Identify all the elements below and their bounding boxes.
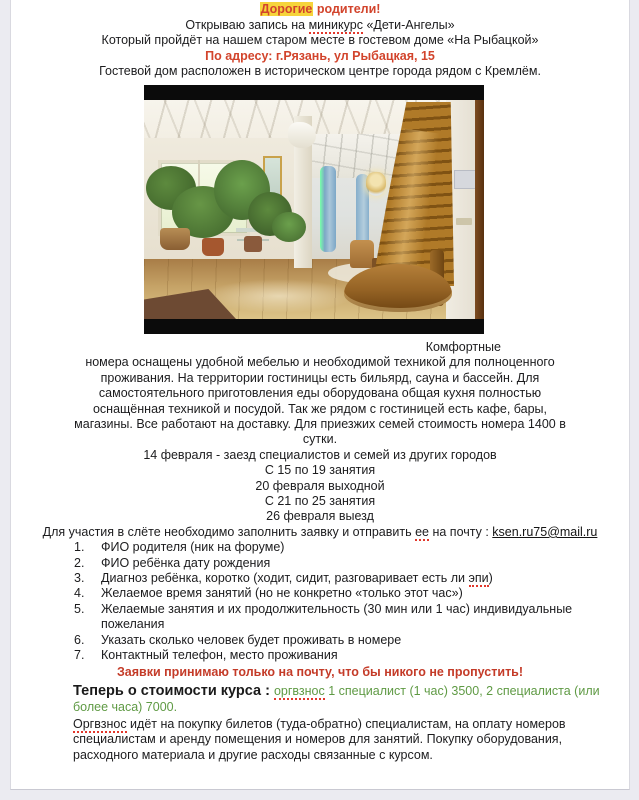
address-line: По адресу: г.Рязань, ул Рыбацкая, 15 — [205, 48, 435, 63]
photo-canvas — [144, 100, 484, 319]
pricing-heading: Теперь о стоимости курса : — [73, 682, 274, 699]
accommodation-first-word: Комфортные — [425, 339, 501, 354]
spellcheck-word: миникурс — [308, 17, 363, 32]
schedule-line: 20 февраля выходной — [255, 478, 385, 493]
intro-line-3: Гостевой дом расположен в историческом центре города рядом с Кремлём. — [99, 64, 541, 79]
list-item-number: 1. — [74, 540, 85, 555]
list-item-number: 5. — [74, 601, 85, 616]
photo-plant-pot — [202, 238, 224, 256]
schedule-line: 14 февраля - заезд специалистов и семей из других городов — [143, 447, 497, 462]
pricing-details: 1 специалист (1 час) 3500, 2 специалиста (или более часа) 7000. — [73, 683, 600, 715]
photo-plant-pot — [244, 236, 262, 252]
photo-plant-pot — [160, 228, 190, 250]
photo-plant — [272, 212, 306, 242]
photo-light-switch — [456, 218, 472, 225]
photo-armchair — [350, 240, 374, 268]
greeting-highlighted-word: Дорогие — [260, 2, 313, 16]
list-item-text: Диагноз ребёнка, коротко (ходит, сидит, разговаривает есть ли эпи) — [101, 571, 493, 586]
list-item-number: 2. — [74, 555, 85, 570]
spellcheck-word: ее — [415, 524, 429, 539]
list-item-number: 3. — [74, 571, 85, 586]
photo-floor-glare — [204, 279, 354, 313]
list-item-text: Указать сколько человек будет проживать в номере — [101, 632, 402, 647]
list-item — [73, 602, 605, 633]
list-item-text: ФИО родителя (ник на форуме) — [101, 540, 285, 555]
list-item-text: ФИО ребёнка дату рождения — [101, 555, 271, 570]
intro-line-2: Который пройдёт на нашем старом месте в гостевом доме «На Рыбацкой» — [101, 33, 539, 48]
list-item — [73, 540, 605, 555]
schedule-line: С 21 по 25 занятия — [264, 494, 376, 509]
schedule-line: 26 февраля выезд — [266, 509, 374, 524]
list-item-text: Желаемые занятия и их продолжительность (30 мин или 1 час) индивидуальные пожелания — [101, 601, 573, 632]
list-item — [73, 556, 605, 571]
pricing-paragraph — [11, 683, 629, 716]
list-item-number: 6. — [74, 632, 85, 647]
photo-pillar-capital — [288, 122, 316, 148]
photo-door-frame — [475, 100, 484, 319]
accommodation-paragraph: номера оснащены удобной мебелью и необходимой техникой для полноценного проживания. На территории гостиницы есть бильярд, сауна и бассейн. Для самостоятельного приготовления еды оборудована общая кухня полностью оснащённая техникой и посудой. Так же рядом с гостиницей есть кафе, бары, магазины. Все работают на доставку. Для приезжих семей стоимость номера 1400 в сутки. — [74, 355, 566, 447]
photo-blue-curtain — [320, 166, 336, 252]
document-page — [10, 0, 630, 790]
list-item — [73, 571, 605, 586]
schedule-line: С 15 по 19 занятия — [264, 463, 376, 478]
list-item — [73, 586, 605, 601]
application-list — [11, 540, 629, 663]
email-link[interactable]: ksen.ru75@mail.ru — [492, 524, 598, 539]
guest-house-interior-photo — [144, 85, 484, 334]
list-item — [73, 648, 605, 663]
spellcheck-word: Оргвзнос — [73, 716, 127, 731]
apply-line: Для участия в слёте необходимо заполнить заявку и отправить ее на почту : ksen.ru75@mail.ru — [42, 524, 598, 539]
spellcheck-word: оргвзнос — [273, 683, 325, 698]
list-item-text: Контактный телефон, место проживания — [101, 648, 338, 663]
intro-line-1: Открываю запись на миникурс «Дети-Ангелы» — [185, 17, 455, 32]
spellcheck-word: эпи — [468, 571, 489, 586]
warning-line: Заявки принимаю только на почту, что бы никого не пропустить! — [116, 664, 524, 679]
photo-chandelier — [366, 172, 386, 196]
greeting-rest: родители! — [313, 2, 381, 16]
greeting-line — [11, 2, 629, 18]
list-item-text: Желаемое время занятий (но не конкретно «только этот час») — [101, 586, 463, 601]
list-item-number: 4. — [74, 586, 85, 601]
expenses-paragraph: Оргвзнос идёт на покупку билетов (туда-обратно) специалистам, на оплату номеров специалистам и аренду помещения и номеров для занятий. Покупку оборудования, расходного материала и другие расходы связанные с курсом. — [73, 716, 566, 762]
list-item-number: 7. — [74, 648, 85, 663]
list-item — [73, 633, 605, 648]
